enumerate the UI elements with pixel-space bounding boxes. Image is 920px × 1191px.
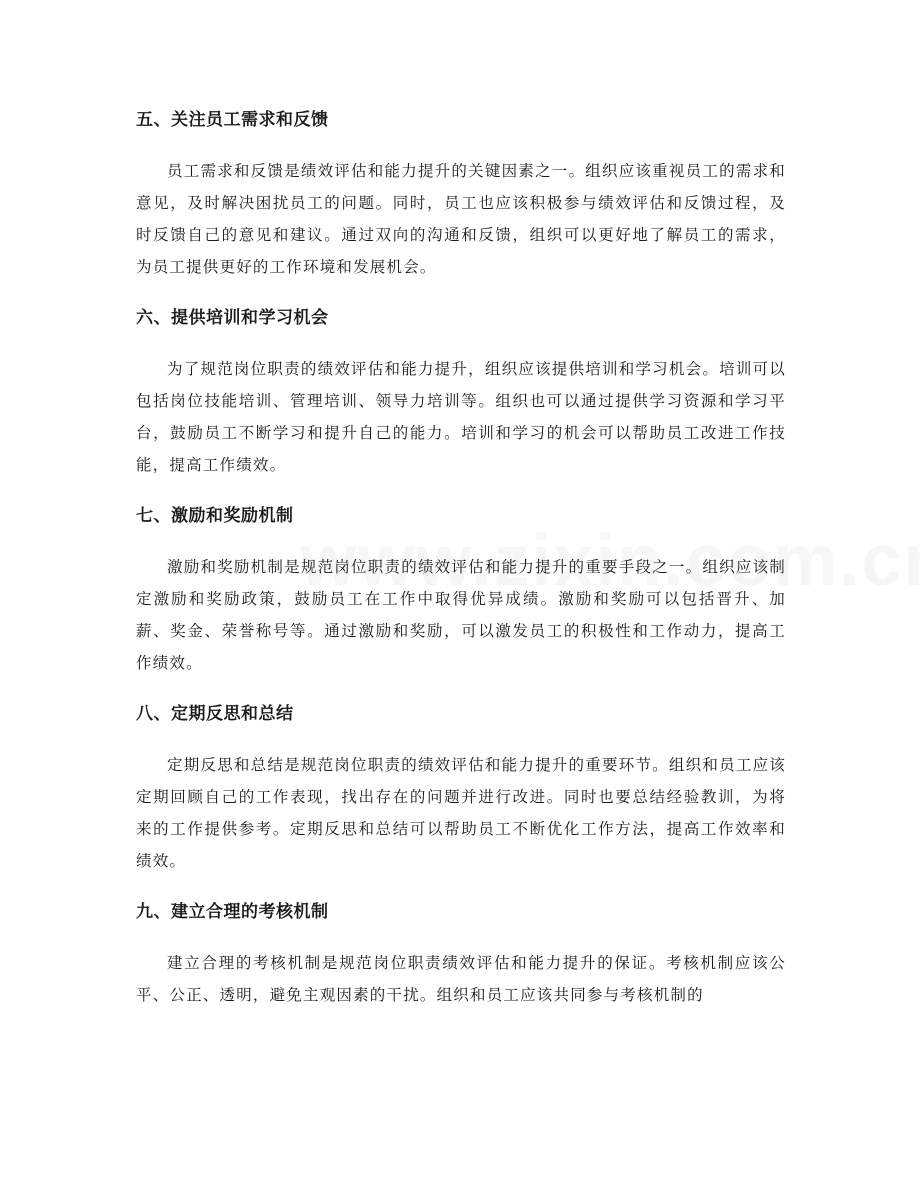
section-6 <box>136 304 786 481</box>
section-title: 八、定期反思和总结 <box>136 704 294 724</box>
section-paragraph: 员工需求和反馈是绩效评估和能力提升的关键因素之一。组织应该重视员工的需求和意见，及时解决困扰员工的问题。同时，员工也应该积极参与绩效评估和反馈过程，及时反馈自己的意见和建议。通过双向的沟通和反馈，组织可以更好地了解员工的需求，为员工提供更好的工作环境和发展机会。 <box>136 162 786 276</box>
section-title: 七、激励和奖励机制 <box>136 506 294 526</box>
section-5 <box>136 106 786 283</box>
section-title: 六、提供培训和学习机会 <box>136 308 329 328</box>
section-9 <box>136 898 786 1011</box>
section-paragraph: 为了规范岗位职责的绩效评估和能力提升，组织应该提供培训和学习机会。培训可以包括岗位技能培训、管理培训、领导力培训等。组织也可以通过提供学习资源和学习平台，鼓励员工不断学习和提升自己的能力。培训和学习的机会可以帮助员工改进工作技能，提高工作绩效。 <box>136 360 786 474</box>
section-paragraph: 定期反思和总结是规范岗位职责的绩效评估和能力提升的重要环节。组织和员工应该定期回顾自己的工作表现，找出存在的问题并进行改进。同时也要总结经验教训，为将来的工作提供参考。定期反思和总结可以帮助员工不断优化工作方法，提高工作效率和绩效。 <box>136 756 786 870</box>
section-title: 九、建立合理的考核机制 <box>136 902 329 922</box>
section-8 <box>136 700 786 877</box>
document-content <box>136 106 786 1032</box>
section-paragraph: 建立合理的考核机制是规范岗位职责绩效评估和能力提升的保证。考核机制应该公平、公正、透明，避免主观因素的干扰。组织和员工应该共同参与考核机制的 <box>136 954 786 1004</box>
section-7 <box>136 502 786 679</box>
section-title: 五、关注员工需求和反馈 <box>136 110 329 130</box>
section-paragraph: 激励和奖励机制是规范岗位职责的绩效评估和能力提升的重要手段之一。组织应该制定激励和奖励政策，鼓励员工在工作中取得优异成绩。激励和奖励可以包括晋升、加薪、奖金、荣誉称号等。通过激励和奖励，可以激发员工的积极性和工作动力，提高工作绩效。 <box>136 558 786 672</box>
